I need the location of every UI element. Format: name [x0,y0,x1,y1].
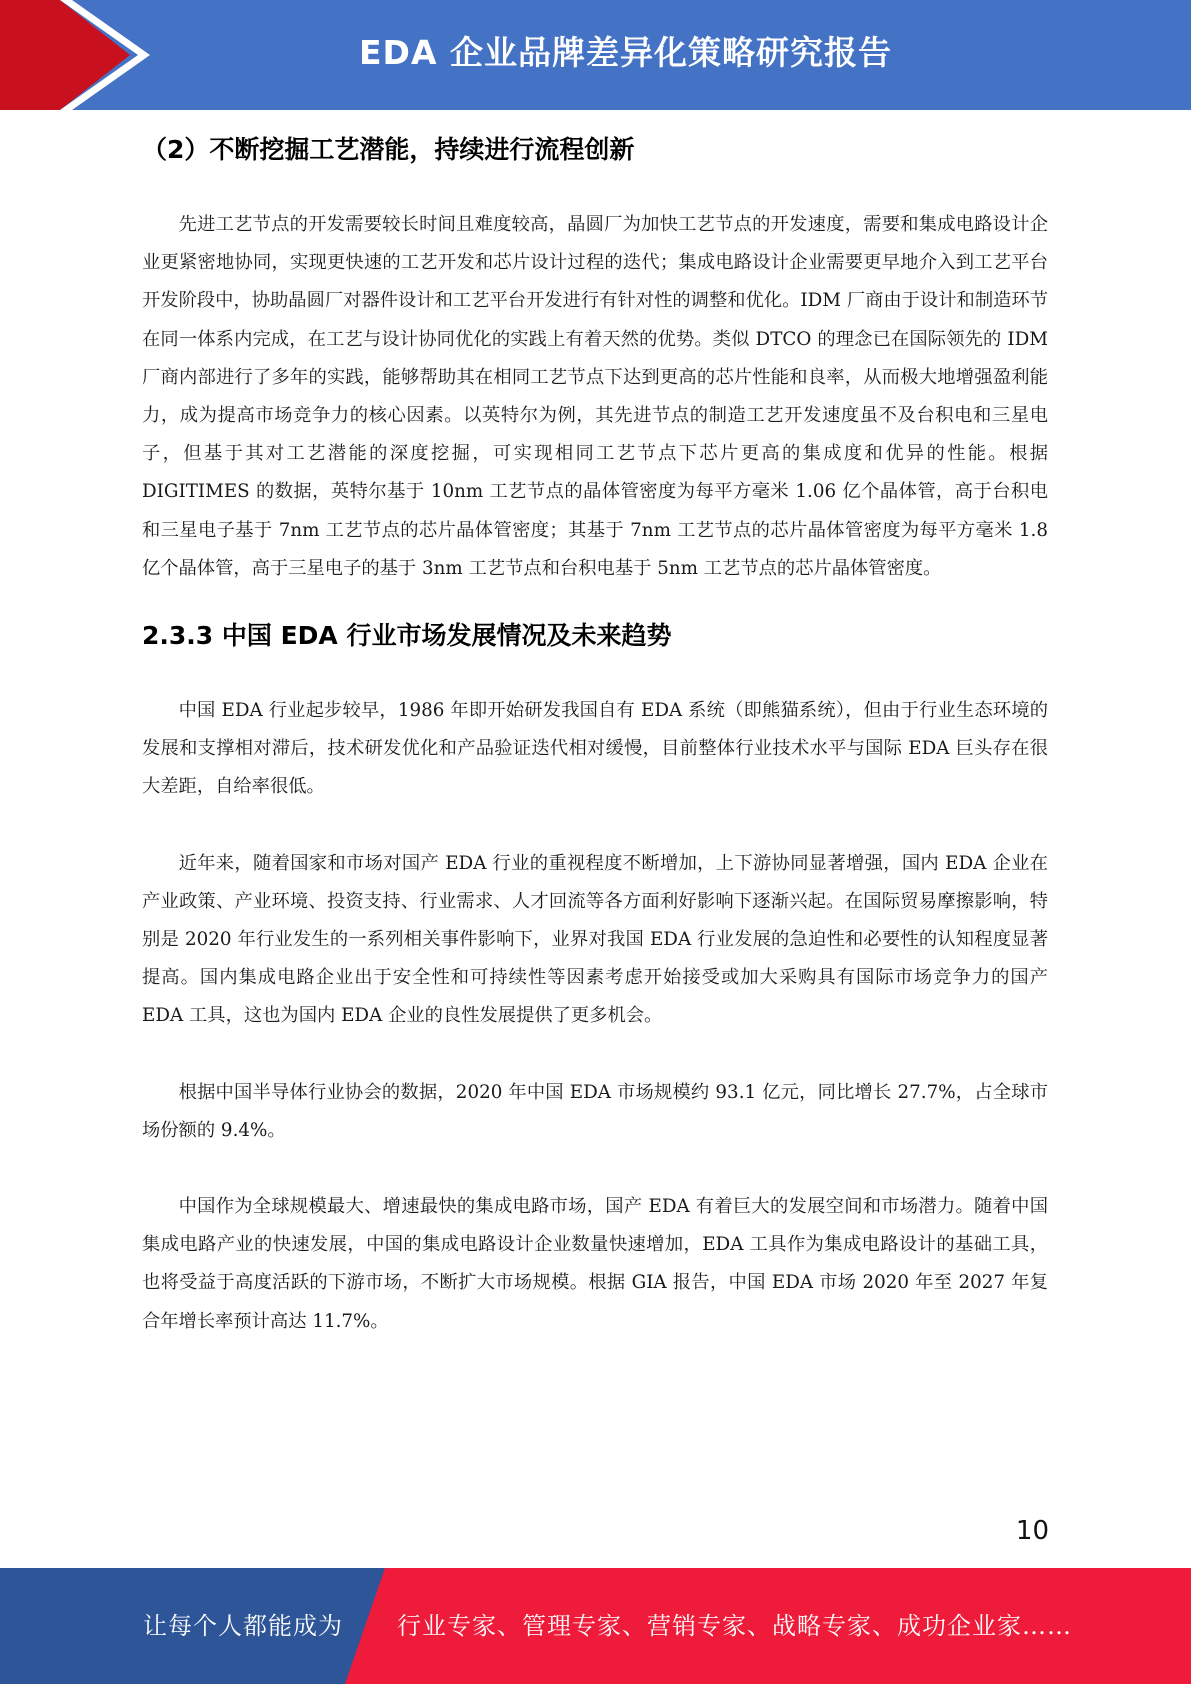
paragraph-process-innovation: 先进工艺节点的开发需要较长时间且难度较高，晶圆厂为加快工艺节点的开发速度，需要和集成电路设计企业更紧密地协同，实现更快速的工艺开发和芯片设计过程的迭代；集成电路设计企业需要更早地介入到工艺平台开发阶段中，协助晶圆厂对器件设计和工艺平台开发进行有针对性的调整和优化。IDM 厂商由于设计和制造环节在同一体系内完成，在工艺与设计协同优化的实践上有着天然的优势。类似 DTCO 的理念已在国际领先的 IDM 厂商内部进行了多年的实践，能够帮助其在相同工艺节点下达到更高的芯片性能和良率，从而极大地增强盈利能力，成为提高市场竞争力的核心因素。以英特尔为例，其先进节点的制造工艺开发速度虽不及台积电和三星电子，但基于其对工艺潜能的深度挖掘，可实现相同工艺节点下芯片更高的集成度和优异的性能。根据 DIGITIMES 的数据，英特尔基于 10nm 工艺节点的晶体管密度为每平方毫米 1.06 亿个晶体管，高于台积电和三星电子基于 7nm 工艺节点的芯片晶体管密度；其基于 7nm 工艺节点的芯片晶体管密度为每平方毫米 1.8 亿个晶体管，高于三星电子的基于 3nm 工艺节点和台积电基于 5nm 工艺节点的芯片晶体管密度。 [142,214,1048,579]
page-number: 10 [1015,1516,1049,1546]
paragraph-domestic-eda-rise: 近年来，随着国家和市场对国产 EDA 行业的重视程度不断增加，上下游协同显著增强，国内 EDA 企业在产业政策、产业环境、投资支持、行业需求、人才回流等各方面利好影响下逐渐兴起。在国际贸易摩擦影响，特别是 2020 年行业发生的一系列相关事件影响下，业界对我国 EDA 行业发展的急迫性和必要性的认知程度显著提高。国内集成电路企业出于安全性和可持续性等因素考虑开始接受或加大采购具有国际市场竞争力的国产 EDA 工具，这也为国内 EDA 企业的良性发展提供了更多机会。 [142,852,1048,1027]
sub-heading: （2）不断挖掘工艺潜能，持续进行流程创新 [142,135,635,164]
paragraph-market-size: 根据中国半导体行业协会的数据，2020 年中国 EDA 市场规模约 93.1 亿元，同比增长 27.7%，占全球市场份额的 9.4%。 [142,1081,1048,1141]
paragraph-china-eda-history: 中国 EDA 行业起步较早，1986 年即开始研发我国自有 EDA 系统（即熊猫系统），但由于行业生态环境的发展和支撑相对滞后，技术研发优化和产品验证迭代相对缓慢，目前整体行业技术水平与国际 EDA 巨头存在很大差距，自给率很低。 [142,700,1048,798]
page-footer [0,1568,1191,1684]
footer-slogan-right: 行业专家、管理专家、营销专家、战略专家、成功企业家…… [397,1612,1072,1640]
section-heading-china-eda-market: 2.3.3 中国 EDA 行业市场发展情况及未来趋势 [142,621,672,651]
paragraph-market-outlook: 中国作为全球规模最大、增速最快的集成电路市场，国产 EDA 有着巨大的发展空间和市场潜力。随着中国集成电路产业的快速发展，中国的集成电路设计企业数量快速增加，EDA 工具作为集成电路设计的基础工具，也将受益于高度活跃的下游市场，不断扩大市场规模。根据 GIA 报告，中国 EDA 市场 2020 年至 2027 年复合年增长率预计高达 11.7%。 [142,1196,1048,1332]
document-title: EDA 企业品牌差异化策略研究报告 [359,33,892,72]
page-content [142,122,1048,1341]
page-header [0,0,1191,110]
footer-slogan-left: 让每个人都能成为 [143,1612,343,1640]
